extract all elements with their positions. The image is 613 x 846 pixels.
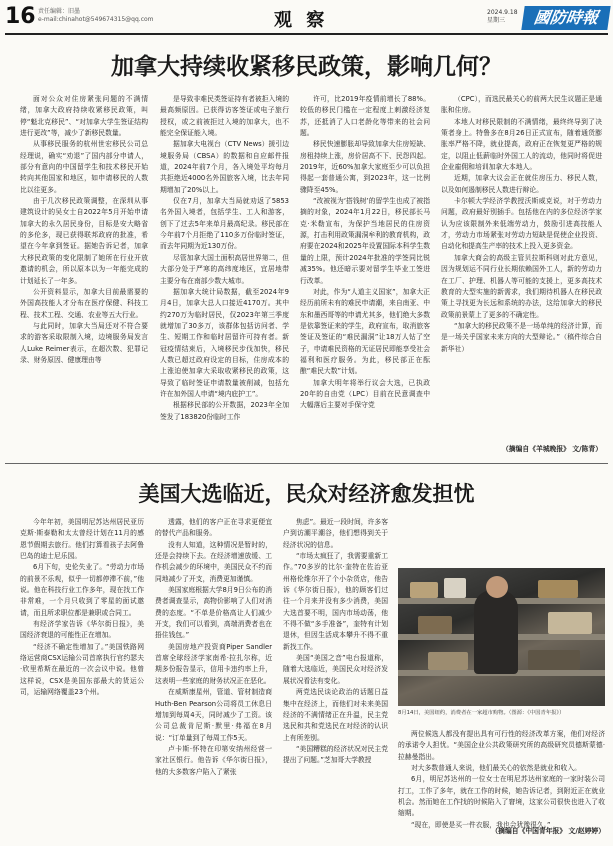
paragraph: （CPC），而选民最关心的前两大民生议题正是通胀和住房。 bbox=[441, 95, 602, 115]
paragraph: 6月，明尼苏达州的一位女士在明尼苏达州家庭的一家时装公司打工，工作了多年，就在工作的时候，她告诉记者，到附近正在就业机会。然而她在工作找的时候陷入了窘境，这家公司很快也进入了收缩期。 bbox=[398, 775, 605, 818]
article1-column-3 bbox=[300, 94, 430, 455]
article2-column-3 bbox=[283, 517, 388, 839]
weekday-text: 星期三 bbox=[487, 17, 506, 24]
newspaper-logo: 國防時報 bbox=[521, 6, 610, 30]
paragraph: 面对公众对住房紧张问题的不满情绪，加拿大政府持续收紧移民政策，叫停“魁北克移民”、“对加拿大学生签证结构进行更改”等，减少了新移民数量。 bbox=[20, 95, 148, 138]
article1-byline: （摘编自《羊城晚报》 文/陈青） bbox=[501, 445, 602, 453]
paragraph: 6月下旬，史伦失业了。“劳动力市场的前景不乐观，似乎一切都停滞不前，”他说。他在科技行业工作多年，现在找工作非常难，一个月只收到了零星的面试邀请，而且所求职位都是兼职或合同工。 bbox=[20, 563, 144, 617]
paragraph: 由于几次移民政策调整，在深圳从事建筑设计的吴女士自2022年5月开始申请加拿大的永久居民身份，目标是安大略省的多伦多，现已获得联邦政府的批准，希望在今年拿到签证。据她告诉记者，加拿大移民政策的变化限制了她所在行业开放邀请的机会，所以原本以为一年能完成的计划延长了一年多。 bbox=[20, 197, 148, 285]
paragraph: 卢卡斯·怀特在印第安纳州经营一家社区银行。他告诉《华尔街日报》，他的大多数客户陷入了紧张 bbox=[155, 744, 272, 776]
section-title: 观 察 bbox=[274, 10, 329, 31]
paragraph: 本地人对移民限制的不满情绪，最终终导到了决策者身上。特鲁多在8月26日正式宣布，随着通货膨胀率严格不降，就业提高，政府正在恢复更严格的规定，以阻止低薪临时外国工人的流动，他同时将促进企业雇佣和培训加拿大本地人。 bbox=[441, 117, 602, 172]
paragraph: 从事移民服务的杭州世宏移民公司总经理说，确实“劝退”了国内部分申请人，部分有意向的中国留学生和技术移民开始转向其他国家和地区，如申请移民的人数比以往更多。 bbox=[20, 140, 148, 194]
paragraph: 是导致非难民类签证持有者被拒入境的最高频原因。已获得访客签证或电子旅行授权，或之前被拒过入境的加拿大，也不能完全保证能入境。 bbox=[160, 95, 289, 138]
header-rule bbox=[5, 33, 608, 35]
paragraph: 据加拿大电视台（CTV News）援引边境服务局（CBSA）的数据和自应邮件报道，2024年前7个月，各入境处平均每月共拒绝近4000名外国旅客入境，比去年同期增加了20%以上。 bbox=[160, 140, 289, 194]
page-number: 16 bbox=[5, 4, 36, 29]
paragraph: 据加拿大统计局数据，截至2024年9月4日，加拿大总人口接近4170万。其中约270万为临时居民，仅2023年第三季度就增加了30多万，该群体包括访问者、学生、短期工作和临时居留许可持有者。新冠疫情结束后，入境移民步伐加快，移民人数已超过政府设定的目标，住房成本的上涨迫使加拿大采取收紧移民的政策，这导致了临时签证申请数量被削减，包括允许在加外国人申请“境内庇护工”。 bbox=[160, 287, 289, 398]
article2-byline: （摘编自《中国青年报》 文/赵婷婷） bbox=[491, 827, 605, 835]
paragraph: 两位候选人都没有提出具有可行性的经济改革方案，他们对经济的承诺令人担忧。“美国企业公共政策研究所的高级研究员德斯蒙德·拉赫曼指出。 bbox=[398, 730, 605, 761]
paragraph: 对此，作为“人道主义国家”，加拿大正经历前所未有的难民申请潮，来自南亚、中东和墨西哥等的申请尤其多，他们绝大多数是依靠签证来的学生，政府宣布，取消旅客签证及签证的“难民漏洞”让18万人钻了空子，申请难民资格的无证居民即能享受社会福利和医疗服务。为此，移民部正在酝酿“难民大数”计划。 bbox=[300, 287, 430, 376]
paragraph: 焦虑”。最近一段时间，许多客户到访潮平潮谷，他们想得到关于经济状况的信息。 bbox=[283, 518, 388, 549]
paragraph: 透露，他们的客户正在寻求更便宜的替代产品和服务。 bbox=[155, 518, 272, 538]
article1-column-1 bbox=[20, 94, 148, 455]
paragraph: “加拿大的移民政策不是一场单纯的经济计算，而是一场关乎国家未来方向的大型辩论。”（稿件综合自新华社） bbox=[441, 321, 602, 353]
paragraph: 尽管加拿大国土面积高居世界第二，但大部分处于严寒的高纬度地区，宜居地带主要分布在南部少数大城市。 bbox=[160, 253, 289, 285]
paragraph: “市场太疯狂了，我需要重新工作。”70多岁的比尔·奎特在佐治亚州格伦维尔开了个小杂货店，他告诉《华尔街日报》，他的顾客们过往一个月来并没有多少消费，美国大选首要不明，国内市场动荡，他不得不做“多手准备”，奎特有计划退休，但因生活成本攀升不得不重新找工作。 bbox=[283, 552, 388, 651]
issue-date bbox=[487, 9, 518, 25]
article2-column-4 bbox=[398, 729, 605, 829]
supermarket-photo bbox=[398, 568, 605, 706]
article2-headline: 美国大选临近，民众对经济愈发担忧 bbox=[138, 482, 475, 506]
paragraph: “改被视为‘搭钱树’的留学生也成了被指摘的对象，2024年1月22日，移民部长马克·米勒宣布，为保护当地居民的住房资源，打击利用政策漏洞牟利的教育机构，政府要在2024和2025年设置国际本科学生数量的上限，预计2024年批准的学签同比锐减35%。他还暗示要对留学生毕业工签进行改革。 bbox=[300, 197, 430, 285]
photo-caption: 8月14日，美国纽约，消费者在一家超市购物。（图源：《中国青年报》） bbox=[398, 710, 565, 716]
paragraph: “现在，即使是买一件衣服，我也会犹豫很久。” bbox=[411, 820, 551, 829]
editor-email: e-mail:chinahot@549674315@qq.com bbox=[38, 16, 154, 23]
date-text: 2024.9.18 bbox=[487, 9, 518, 16]
paragraph: 根据移民部的公开数据，2023年全加签发了183820份临时工作 bbox=[160, 401, 289, 421]
paragraph: 没有人知道，这种情况是暂时的，还是会持续下去。在经济增速放缓、工作机会减少的环境中，美国民众不约而同地减少了开支，消费更加谨慎。 bbox=[155, 540, 272, 583]
paragraph: 有经济学家告诉《华尔街日报》，美国经济衰退的可能性正在增加。 bbox=[20, 620, 144, 640]
article1-headline: 加拿大持续收紧移民政策，影响几何？ bbox=[111, 54, 502, 80]
paragraph: 公开资料显示，加拿大目前最需要的外国高技能人才分布在医疗保健、科技工程、技术工程、交通、农业等五大行业。 bbox=[20, 287, 148, 319]
paragraph: 加拿大商会的高级主管贝拉斯科则对此方意见，因为规划运不同行业长期依赖国外工人，新的劳动力在工厂、护理、机器人等可能的支援上，更多高技术教育的大型实施的新需求，我们期待机器人在移民政策上寻找更为长远和系统的办法，这给加拿大的移民政策前景蒙上了更多的不确定性。 bbox=[441, 253, 602, 319]
paragraph: “经济不确定性增加了。”美国铁路网络运营商CSX运输公司首席执行官约瑟夫·欣里希斯在最近的一次会议中说。他曾这样说，CSX是美国东部最大的货运公司，运输网络覆盖23个州。 bbox=[20, 642, 144, 697]
paragraph: “美国糟糕的经济状况对民主党提出了问题。”芝加哥大学教授 bbox=[283, 744, 388, 765]
paragraph: 与此同时，加拿大当局还对不符合要求的游客采取限制入境，边境服务局发言人Luke Reimer表示，在超次数、犯罪记录、财务原因、健康理由等 bbox=[20, 321, 148, 364]
paragraph: 美国“美国之音”电台报道称，随着大选临近，美国民众对经济发展状况看法有变化。 bbox=[283, 654, 388, 685]
paragraph: 今年年初，美国明尼苏达州居民亚历克斯·斯泰勒和太太曾经计划在11月的感恩节假期去旅行。他们打算看孩子去阿鲁巴岛的迪士尼乐园。 bbox=[20, 518, 144, 561]
paragraph: 卡尔顿大学经济学教授沃斯威克说，对于劳动力问题，政府最好别插手。包括他在内的多位经济学家认为应该限制外来低端劳动力，鼓励引进高技能人才，劳动力市场紧张对劳动力短缺是促使企业投资、自动化和提高生产率的技术上投入更多资金。 bbox=[441, 197, 602, 251]
paragraph: 仅在7月，加拿大当局就劝返了5853名外国入境者，包括学生、工人和游客，创下了过去5年来单月最高纪录。移民部在今年前7个月拒绝了110多万份临时签证，而去年同期为近130万份。 bbox=[160, 197, 289, 251]
paragraph: 美国房地产投资商Piper Sandler首席全球经济学家南希·拉扎尔称，近期多份报告显示，信用卡违约率上升，这表明一些家庭的财务状况正在恶化。 bbox=[155, 642, 272, 685]
article2-column-2 bbox=[155, 517, 272, 839]
paragraph: 在威斯康星州，管道、管材制造商Huth-Ben Pearson公司将员工休息日增加到每周4天，同时减少了工资。该公司总裁肯尼斯·默里·弗福在8月说：“订单量到了每周工作5天。 bbox=[155, 688, 272, 742]
paragraph: 美国家庭根据大学8月9日公布的消费者调查显示，高物价影响了人们对消费的态度。“不单是价格高让人们减少开支，我们可以看到，高端消费者也在捂住钱包。” bbox=[155, 586, 272, 640]
paragraph: 加拿大明年将举行议会大选，已执政20年的自由党（LPC）目前在民意调查中大幅落后主要对手保守党 bbox=[300, 378, 430, 410]
article1-column-4 bbox=[441, 94, 602, 443]
paragraph: 许可，比2019年疫情前增长了88%。较低的移民门槛在一定程度上刺激经济复苏，还抵消了人口老龄化等带来的社会问题。 bbox=[300, 95, 430, 138]
editor-info bbox=[38, 8, 154, 24]
article2-column-1 bbox=[20, 517, 144, 839]
article1-column-2 bbox=[160, 94, 289, 455]
paragraph: 近期，加拿大议会正在就住房压力、移民人数，以及如何遏制移民人数进行辩论。 bbox=[441, 174, 602, 194]
editor-name: 责任编辑：旧墨 bbox=[38, 8, 81, 15]
article-divider bbox=[5, 463, 608, 464]
paragraph: 移民快速膨胀却导致加拿大住房短缺、房租持续上涨，房价居高不下、民怨四起。2019年，近60%加拿大家庭至少可以负担得起一套普通公寓，到2023年，这一比例骤降至45%。 bbox=[300, 140, 430, 194]
paragraph: 对大多数普通人来说，他们最关心的依然是就业和收入。 bbox=[411, 764, 581, 773]
paragraph: 两党选民谈论政治的话题日益集中在经济上，而他们对未来美国经济的不满情绪正在升温，民主党选民和共和党选民在对经济的认识上有所差别。 bbox=[283, 688, 388, 742]
